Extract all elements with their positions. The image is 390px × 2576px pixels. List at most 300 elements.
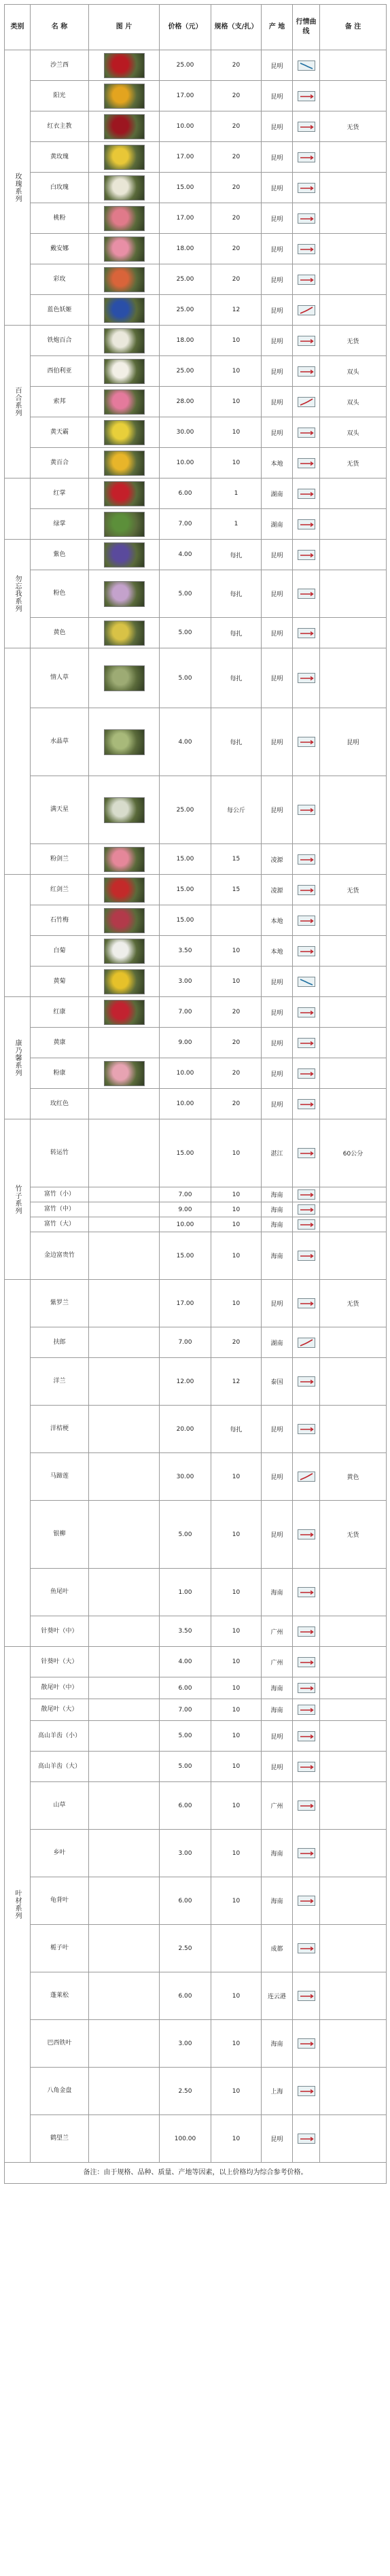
spec-cell <box>211 648 262 708</box>
trend-cell <box>293 1217 320 1232</box>
price-cell-text: 15.00 <box>176 917 194 924</box>
category-label: 勿忘我系列 <box>14 575 21 612</box>
image-cell <box>89 844 160 875</box>
trend-chart-icon[interactable] <box>298 2038 315 2049</box>
trend-line-svg <box>298 398 315 406</box>
remark-cell <box>320 875 387 905</box>
price-cell <box>160 1782 211 1830</box>
remark-cell <box>320 1972 387 2020</box>
remark-cell <box>320 1089 387 1119</box>
table-row <box>5 1406 387 1453</box>
trend-chart-icon[interactable] <box>298 946 315 956</box>
image-cell <box>89 111 160 142</box>
trend-chart-icon[interactable] <box>298 2086 315 2096</box>
trend-chart-icon[interactable] <box>298 1189 315 1200</box>
trend-chart-icon[interactable] <box>298 305 315 315</box>
flower-photo <box>104 581 145 607</box>
table-row <box>5 1327 387 1358</box>
origin-cell-text: 泰国 <box>270 1379 283 1386</box>
spec-cell-text: 20 <box>232 1009 241 1015</box>
remark-cell <box>320 1752 387 1782</box>
image-cell <box>89 618 160 648</box>
name-cell <box>31 2020 89 2068</box>
trend-chart-icon[interactable] <box>298 152 315 162</box>
price-cell-text: 5.00 <box>178 590 192 597</box>
price-cell <box>160 448 211 478</box>
trend-cell <box>293 1187 320 1202</box>
remark-cell <box>320 1187 387 1202</box>
name-cell-text: 黄天霸 <box>50 428 69 436</box>
trend-chart-icon[interactable] <box>298 1705 315 1715</box>
trend-chart-icon[interactable] <box>298 854 315 865</box>
table-row <box>5 1453 387 1501</box>
price-cell-text: 15.00 <box>176 184 194 191</box>
name-cell-text: 鱼尾叶 <box>50 1588 69 1595</box>
remark-cell <box>320 417 387 448</box>
origin-cell-text: 昆明 <box>270 1071 283 1078</box>
price-cell-text: 4.00 <box>178 738 192 746</box>
origin-cell <box>262 1028 293 1058</box>
trend-chart-icon[interactable] <box>298 1943 315 1953</box>
image-cell <box>89 1877 160 1925</box>
image-cell <box>89 142 160 173</box>
trend-cell <box>293 264 320 295</box>
name-cell <box>31 570 89 618</box>
trend-cell <box>293 111 320 142</box>
flower-photo <box>104 114 145 139</box>
trend-cell <box>293 1782 320 1830</box>
trend-chart-icon[interactable] <box>298 1529 315 1539</box>
name-cell-text: 针葵叶（大） <box>41 1658 78 1665</box>
trend-chart-icon[interactable] <box>298 1424 315 1434</box>
name-cell <box>31 2115 89 2163</box>
trend-chart-icon[interactable] <box>298 519 315 529</box>
trend-chart-icon[interactable] <box>298 1848 315 1858</box>
price-cell <box>160 1830 211 1877</box>
trend-cell <box>293 618 320 648</box>
trend-line-svg <box>298 184 315 192</box>
spec-cell-text: 10 <box>232 368 241 375</box>
price-cell-text: 6.00 <box>178 1684 192 1692</box>
name-cell-text: 转运竹 <box>50 1149 69 1156</box>
name-cell-text: 黄百合 <box>50 459 69 466</box>
trend-chart-icon[interactable] <box>298 885 315 895</box>
spec-cell <box>211 478 262 509</box>
remark-cell <box>320 1202 387 1217</box>
trend-chart-icon[interactable] <box>298 213 315 224</box>
spec-cell <box>211 570 262 618</box>
price-cell <box>160 1616 211 1647</box>
trend-chart-icon[interactable] <box>298 1800 315 1811</box>
origin-cell <box>262 1752 293 1782</box>
table-row <box>5 1089 387 1119</box>
trend-chart-icon[interactable] <box>298 1298 315 1308</box>
price-cell-text: 25.00 <box>176 307 194 313</box>
trend-line-svg <box>298 1762 315 1771</box>
trend-chart-icon[interactable] <box>298 336 315 346</box>
origin-cell <box>262 2115 293 2163</box>
trend-chart-icon[interactable] <box>298 1991 315 2001</box>
trend-chart-icon[interactable] <box>298 275 315 285</box>
origin-cell-text: 昆明 <box>270 1427 283 1433</box>
trend-chart-icon[interactable] <box>298 458 315 468</box>
remark-cell <box>320 1699 387 1721</box>
image-cell <box>89 1647 160 1677</box>
trend-line-svg <box>298 855 315 864</box>
trend-line-svg <box>298 1377 315 1386</box>
trend-chart-icon[interactable] <box>298 1007 315 1017</box>
header-row <box>5 5 387 50</box>
table-row <box>5 111 387 142</box>
trend-chart-icon[interactable] <box>298 428 315 438</box>
name-cell-text: 散尾叶（大） <box>41 1706 78 1713</box>
name-cell-text: 山草 <box>53 1802 66 1809</box>
price-cell <box>160 776 211 844</box>
trend-chart-icon[interactable] <box>298 1472 315 1482</box>
origin-cell-text: 昆明 <box>270 591 283 598</box>
trend-cell <box>293 1925 320 1972</box>
trend-line-svg <box>298 428 315 437</box>
remark-cell <box>320 844 387 875</box>
name-cell-text: 玫红色 <box>50 1100 69 1107</box>
trend-cell <box>293 417 320 448</box>
origin-cell <box>262 1280 293 1327</box>
table-row <box>5 448 387 478</box>
remark-cell <box>320 1058 387 1089</box>
origin-cell-text: 成都 <box>270 1946 283 1953</box>
flower-photo <box>104 1000 145 1025</box>
trend-chart-icon[interactable] <box>298 1896 315 1906</box>
trend-chart-icon[interactable] <box>298 916 315 926</box>
price-cell <box>160 1280 211 1327</box>
price-cell <box>160 1501 211 1569</box>
name-cell <box>31 1782 89 1830</box>
name-cell-text: 散尾叶（中） <box>41 1684 78 1691</box>
table-row <box>5 1877 387 1925</box>
header-spec: 规格（支/扎） <box>211 5 262 50</box>
remark-cell <box>320 142 387 173</box>
origin-cell-text: 昆明 <box>270 1733 283 1741</box>
category-cell <box>5 648 31 875</box>
trend-chart-icon[interactable] <box>298 1251 315 1261</box>
spec-cell-text: 20 <box>232 1070 241 1077</box>
trend-chart-icon[interactable] <box>298 397 315 407</box>
origin-cell <box>262 1877 293 1925</box>
remark-cell <box>320 1358 387 1406</box>
trend-line-svg <box>298 245 315 254</box>
spec-cell-text: 10 <box>232 1658 241 1665</box>
remark-cell <box>320 618 387 648</box>
origin-cell-text: 昆明 <box>270 277 283 284</box>
price-cell-text: 17.00 <box>176 1300 194 1307</box>
origin-cell <box>262 936 293 967</box>
origin-cell <box>262 234 293 264</box>
name-cell-text: 洋桔梗 <box>50 1425 69 1432</box>
table-row <box>5 708 387 776</box>
price-cell-text: 10.00 <box>176 123 194 130</box>
trend-cell <box>293 776 320 844</box>
trend-chart-icon[interactable] <box>298 366 315 377</box>
trend-chart-icon[interactable] <box>298 1731 315 1741</box>
trend-cell <box>293 648 320 708</box>
trend-cell <box>293 570 320 618</box>
table-row <box>5 1925 387 1972</box>
trend-chart-icon[interactable] <box>298 183 315 193</box>
price-cell-text: 7.00 <box>178 1339 192 1346</box>
trend-chart-icon[interactable] <box>298 1204 315 1215</box>
name-cell-text: 红衣主教 <box>47 122 72 130</box>
name-cell <box>31 1187 89 1202</box>
table-row <box>5 81 387 111</box>
remark-cell <box>320 1028 387 1058</box>
origin-cell <box>262 1677 293 1699</box>
trend-chart-icon[interactable] <box>298 1068 315 1079</box>
header-remark: 备 注 <box>320 5 387 50</box>
trend-chart-icon[interactable] <box>298 1219 315 1230</box>
origin-cell-text: 昆明 <box>270 124 283 131</box>
header-origin: 产 地 <box>262 5 293 50</box>
name-cell-text: 戴安娜 <box>50 245 69 252</box>
image-cell <box>89 1327 160 1358</box>
origin-cell <box>262 1327 293 1358</box>
price-cell <box>160 875 211 905</box>
origin-cell-text: 昆明 <box>270 552 283 559</box>
name-cell-text: 沙兰西 <box>50 61 69 69</box>
origin-cell-text: 昆明 <box>270 430 283 437</box>
spec-cell <box>211 264 262 295</box>
name-cell <box>31 1877 89 1925</box>
origin-cell <box>262 1501 293 1569</box>
origin-cell-text: 海南 <box>270 1222 283 1229</box>
spec-cell <box>211 1028 262 1058</box>
flower-photo <box>104 145 145 170</box>
spec-cell-text: 10 <box>232 1149 241 1157</box>
trend-cell <box>293 1721 320 1752</box>
image-cell <box>89 875 160 905</box>
price-cell-text: 15.00 <box>176 1252 194 1259</box>
table-row <box>5 478 387 509</box>
spec-cell <box>211 905 262 936</box>
price-cell <box>160 478 211 509</box>
table-row <box>5 776 387 844</box>
spec-cell-text: 10 <box>232 2135 241 2142</box>
trend-chart-icon[interactable] <box>298 489 315 499</box>
trend-chart-icon[interactable] <box>298 737 315 747</box>
name-cell <box>31 1699 89 1721</box>
origin-cell-text: 海南 <box>270 1686 283 1692</box>
category-cell <box>5 50 31 326</box>
spec-cell <box>211 509 262 540</box>
price-cell-text: 9.00 <box>178 1206 192 1213</box>
price-cell <box>160 1202 211 1217</box>
remark-cell <box>320 295 387 326</box>
trend-chart-icon[interactable] <box>298 1683 315 1693</box>
remark-cell-text: 无货 <box>347 124 359 131</box>
trend-cell <box>293 1453 320 1501</box>
remark-cell-text: 60公分 <box>342 1151 364 1158</box>
origin-cell <box>262 1217 293 1232</box>
trend-chart-icon[interactable] <box>298 1626 315 1637</box>
spec-cell <box>211 1501 262 1569</box>
price-cell <box>160 1089 211 1119</box>
name-cell <box>31 50 89 81</box>
name-cell-text: 高山羊齿（小） <box>37 1732 81 1739</box>
table-row <box>5 1830 387 1877</box>
image-cell <box>89 1358 160 1406</box>
trend-chart-icon[interactable] <box>298 1657 315 1667</box>
name-cell <box>31 111 89 142</box>
image-cell <box>89 1058 160 1089</box>
trend-chart-icon[interactable] <box>298 1376 315 1387</box>
table-row <box>5 203 387 234</box>
trend-chart-icon[interactable] <box>298 1762 315 1772</box>
spec-cell-text: 10 <box>232 1706 241 1713</box>
trend-cell <box>293 1877 320 1925</box>
trend-chart-icon[interactable] <box>298 91 315 101</box>
origin-cell-text: 海南 <box>270 1192 283 1199</box>
name-cell <box>31 234 89 264</box>
origin-cell-text: 昆明 <box>270 307 283 315</box>
footer-note: 备注：由于规格、品种、质量、产地等因素，以上价格均为综合参考价格。 <box>5 2163 387 2184</box>
image-cell <box>89 81 160 111</box>
trend-line-svg <box>298 1732 315 1741</box>
spec-cell-text: 10 <box>232 1849 241 1857</box>
remark-cell <box>320 81 387 111</box>
header-image: 图 片 <box>89 5 160 50</box>
name-cell <box>31 478 89 509</box>
trend-chart-icon[interactable] <box>298 1338 315 1348</box>
trend-cell <box>293 905 320 936</box>
table-row <box>5 173 387 203</box>
remark-cell <box>320 1647 387 1677</box>
trend-cell <box>293 2068 320 2115</box>
spec-cell <box>211 540 262 570</box>
trend-chart-icon[interactable] <box>298 2134 315 2144</box>
name-cell-text: 索邦 <box>53 398 66 405</box>
price-cell <box>160 540 211 570</box>
price-cell <box>160 2020 211 2068</box>
price-cell <box>160 1677 211 1699</box>
image-cell <box>89 264 160 295</box>
name-cell-text: 彩玫 <box>53 275 66 283</box>
spec-cell-text: 10 <box>232 1300 241 1307</box>
trend-chart-icon[interactable] <box>298 122 315 132</box>
flower-photo <box>104 665 145 691</box>
origin-cell <box>262 1569 293 1616</box>
origin-cell <box>262 997 293 1028</box>
price-cell <box>160 173 211 203</box>
remark-cell <box>320 1616 387 1647</box>
trend-line-svg <box>298 1069 315 1078</box>
trend-chart-icon[interactable] <box>298 673 315 683</box>
trend-line-svg <box>298 1338 315 1347</box>
spec-cell <box>211 1721 262 1752</box>
remark-cell <box>320 1677 387 1699</box>
price-cell <box>160 111 211 142</box>
image-cell <box>89 1089 160 1119</box>
table-row <box>5 417 387 448</box>
trend-line-svg <box>298 977 315 986</box>
trend-chart-icon[interactable] <box>298 977 315 987</box>
table-row <box>5 1699 387 1721</box>
price-cell-text: 10.00 <box>176 1221 194 1228</box>
trend-chart-icon[interactable] <box>298 60 315 71</box>
trend-line-svg <box>298 459 315 468</box>
origin-cell-text: 海南 <box>270 1898 283 1905</box>
image-cell <box>89 1925 160 1972</box>
price-cell <box>160 1058 211 1089</box>
trend-chart-icon[interactable] <box>298 550 315 560</box>
name-cell <box>31 509 89 540</box>
price-cell-text: 18.00 <box>176 337 194 344</box>
spec-cell <box>211 142 262 173</box>
price-cell <box>160 1647 211 1677</box>
price-cell <box>160 1232 211 1280</box>
origin-cell-text: 昆明 <box>270 1040 283 1047</box>
table-row <box>5 936 387 967</box>
trend-line-svg <box>298 2087 315 2095</box>
origin-cell <box>262 905 293 936</box>
trend-chart-icon[interactable] <box>298 1038 315 1048</box>
trend-chart-icon[interactable] <box>298 589 315 599</box>
name-cell-text: 黄玫瑰 <box>50 153 69 160</box>
price-cell-text: 5.00 <box>178 1531 192 1538</box>
name-cell <box>31 1616 89 1647</box>
name-cell-text: 富竹（中） <box>43 1206 75 1213</box>
price-cell <box>160 264 211 295</box>
trend-chart-icon[interactable] <box>298 1148 315 1158</box>
origin-cell <box>262 111 293 142</box>
trend-chart-icon[interactable] <box>298 1587 315 1597</box>
trend-cell <box>293 875 320 905</box>
name-cell-text: 水晶草 <box>50 738 69 745</box>
price-cell <box>160 417 211 448</box>
price-cell <box>160 936 211 967</box>
trend-cell <box>293 1058 320 1089</box>
trend-cell <box>293 295 320 326</box>
table-row <box>5 540 387 570</box>
name-cell <box>31 2068 89 2115</box>
image-cell <box>89 1616 160 1647</box>
name-cell <box>31 1119 89 1187</box>
trend-cell <box>293 1358 320 1406</box>
price-cell-text: 3.50 <box>178 1628 192 1635</box>
remark-cell <box>320 2020 387 2068</box>
price-cell <box>160 326 211 356</box>
origin-cell-text: 昆明 <box>270 1764 283 1771</box>
trend-cell <box>293 142 320 173</box>
trend-chart-icon[interactable] <box>298 805 315 815</box>
trend-chart-icon[interactable] <box>298 1099 315 1109</box>
spec-cell <box>211 1232 262 1280</box>
trend-cell <box>293 326 320 356</box>
trend-chart-icon[interactable] <box>298 244 315 254</box>
flower-photo <box>104 451 145 476</box>
spec-cell-text: 10 <box>232 1628 241 1635</box>
spec-cell <box>211 875 262 905</box>
name-cell <box>31 295 89 326</box>
remark-cell <box>320 203 387 234</box>
table-row <box>5 295 387 326</box>
spec-cell-text: 15 <box>232 886 241 893</box>
price-cell-text: 4.00 <box>178 1658 192 1665</box>
price-cell-text: 5.00 <box>178 1733 192 1739</box>
origin-cell <box>262 1358 293 1406</box>
remark-cell <box>320 1877 387 1925</box>
spec-cell-text: 每扎 <box>230 1427 243 1433</box>
price-cell <box>160 708 211 776</box>
trend-chart-icon[interactable] <box>298 628 315 638</box>
